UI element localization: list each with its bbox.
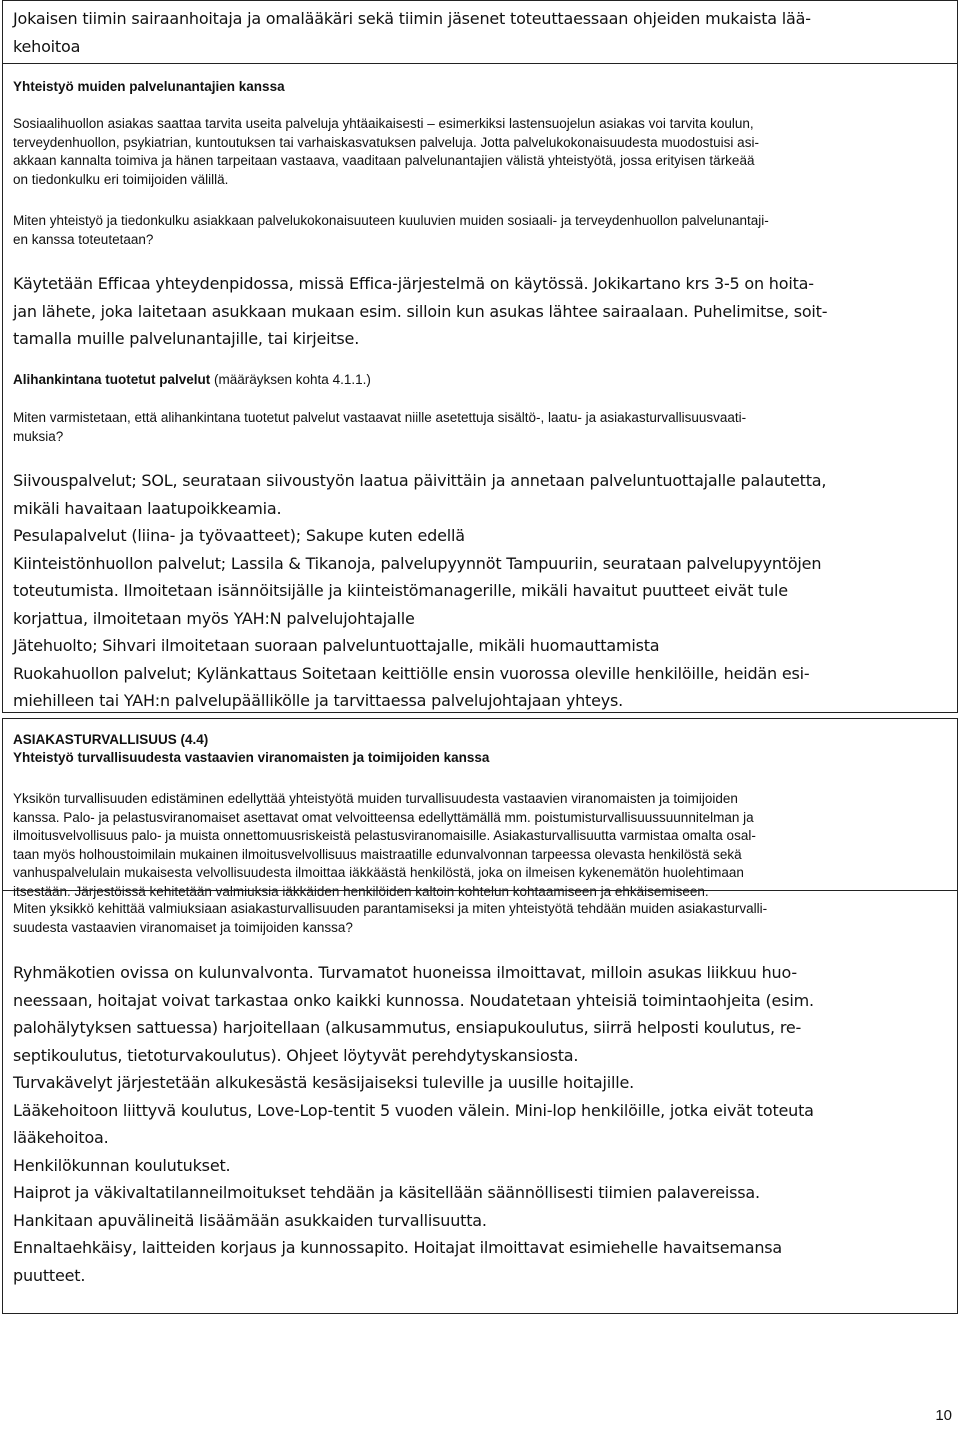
subcontracting-heading — [13, 371, 943, 390]
subcontracting-reference: (määräyksen kohta 4.1.1.) — [210, 372, 371, 387]
cooperation-question: Miten yhteistyö ja tiedonkulku asiakkaan palvelukokonaisuuteen kuuluvien muiden sosiaali- ja terveydenhuollon palvelunantaji- en kanssa toteutetaan? — [13, 213, 769, 247]
medication-heading-continuation: Jokaisen tiimin sairaanhoitaja ja omalääkäri sekä tiimin jäsenet toteuttaessaan ohjeiden mukaista lää- kehoitoa — [13, 9, 811, 56]
page-number: 10 — [935, 1407, 952, 1424]
section-box-cooperation — [2, 0, 958, 713]
cooperation-text: Sosiaalihuollon asiakas saattaa tarvita useita palveluja yhtäaikaisesti – esimerkiksi lastensuojelun asiakas voi tarvita koulun, terveydenhuollon, psykiatrian, kuntoutuksen tai varhaiskasvatuksen palveluja. Jotta palvelukokonaisuudesta muodostuisi asi- akkaan kannalta toimiva ja hänen tarpeitaan vastaava, vaaditaan palvelunantajien välistä yhteistyötä, jossa erityisen tärkeää on tiedonkulku eri toimijoiden välillä. — [13, 116, 759, 187]
subcontracting-answer: Siivouspalvelut; SOL, seurataan siivoustyön laatua päivittäin ja annetaan palveluntuottajalle palautetta, mikäli havaitaan laatupoikkeamia. Pesulapalvelut (liina- ja työvaatteet); Sakupe kuten edellä Kiinteistönhuollon palvelut; Lassila & Tikanoja, palvelupyynnöt Tampuuriin, seurataan palvelupyyntöjen toteutumista. Ilmoitetaan isännöitsijälle ja kiinteistömanagerille, mikäli havaitut puutteet eivät tule korjattua, ilmoitetaan myös YAH:N palvelujohtajalle Jätehuolto; Sihvari ilmoitetaan suoraan palveluntuottajalle, mikäli huomauttamista Ruokahuollon palvelut; Kylänkattaus Soitetaan keittiölle ensin vuorossa oleville henkilöille, heidän esi- miehilleen tai YAH:n palvelupäällikölle ja tarvittaessa palvelujohtajaan yhteys. — [13, 471, 827, 710]
client-safety-question: Miten yksikkö kehittää valmiuksiaan asiakasturvallisuuden parantamiseksi ja miten yhteistyötä tehdään muiden asiakasturvalli- suudesta vastaavien viranomaiset ja toimijoiden kanssa? — [13, 901, 768, 935]
subcontracting-question: Miten varmistetaan, että alihankintana tuotetut palvelut vastaavat niille asetettuja sisältö-, laatu- ja asiakasturvallisuusvaati- muksia? — [13, 410, 747, 444]
cooperation-answer: Käytetään Efficaa yhteydenpidossa, missä Effica-järjestelmä on käytössä. Jokikartano krs 3-5 on hoita- jan lähete, joka laitetaan asukkaan mukaan esim. silloin kun asukas lähtee sairaalaan. Puhelimitse, soit- tamalla muille palvelunantajille, tai kirjeitse. — [13, 274, 828, 348]
subcontracting-title: Alihankintana tuotetut palvelut — [13, 372, 211, 387]
section-divider — [3, 63, 957, 64]
section-divider — [3, 890, 957, 891]
client-safety-subtitle: Yhteistyö turvallisuudesta vastaavien viranomaisten ja toimijoiden kanssa — [13, 750, 490, 765]
client-safety-answer: Ryhmäkotien ovissa on kulunvalvonta. Turvamatot huoneissa ilmoittavat, milloin asukas liikkuu huo- neessaan, hoitajat voivat tarkastaa onko kaikki kunnossa. Noudatetaan yhteisiä toimintaohjeita (esim. palohälytyksen sattuessa) harjoitellaan (alkusammutus, ensiapukoulutus, siirrä helposti koulutus, re- septikoulutus, tietoturvakoulutus). Ohjeet löytyvät perehdytyskansiosta. Turvakävelyt järjestetään alkukesästä kesäsijaiseksi tuleville ja uusille hoitajille. Lääkehoitoon liittyvä koulutus, Love-Lop-tentit 5 vuoden välein. Mini-lop henkilöille, jotka eivät toteuta lääkehoitoa. Henkilökunnan koulutukset. Haiprot ja väkivaltatilanneilmoitukset tehdään ja käsitellään säännöllisesti tiimien palavereissa. Hankitaan apuvälineitä lisäämään asukkaiden turvallisuutta. Ennaltaehkäisy, laitteiden korjaus ja kunnossapito. Hoitajat ilmoittavat esimiehelle havaitsemansa puutteet. — [13, 963, 814, 1285]
client-safety-text: Yksikön turvallisuuden edistäminen edellyttää yhteistyötä muiden turvallisuudesta vastaavien viranomaisten ja toimijoiden kanssa. Palo- ja pelastusviranomaiset asettavat omat velvoitteensa edellyttämällä mm. poistumisturvallisuussuunnitelman ja ilmoitusvelvollisuus palo- ja muista onnettomuusriskeistä pelastusviranomaisille. Asiakasturvallisuutta varmistaa omalta osal- taan myös holhoustoimilain mukainen ilmoitusvelvollisuus maistraatille edunvalvonnan tarpeessa olevasta henkilöstä sekä vanhuspalvelulain mukaisesta velvollisuudesta ilmoittaa iäkkäästä henkilöstä, joka on ilmeisen kykenemätön huolehtimaan itsestään. Järjestöissä kehitetään valmiuksia iäkkäiden henkilöiden kaltoin kohtelun kohtaamiseen ja ehkäisemiseen. — [13, 791, 756, 899]
section-box-client-safety — [2, 718, 958, 1314]
client-safety-title: ASIAKASTURVALLISUUS (4.4) — [13, 732, 209, 747]
cooperation-title: Yhteistyö muiden palvelunantajien kanssa — [13, 79, 285, 94]
